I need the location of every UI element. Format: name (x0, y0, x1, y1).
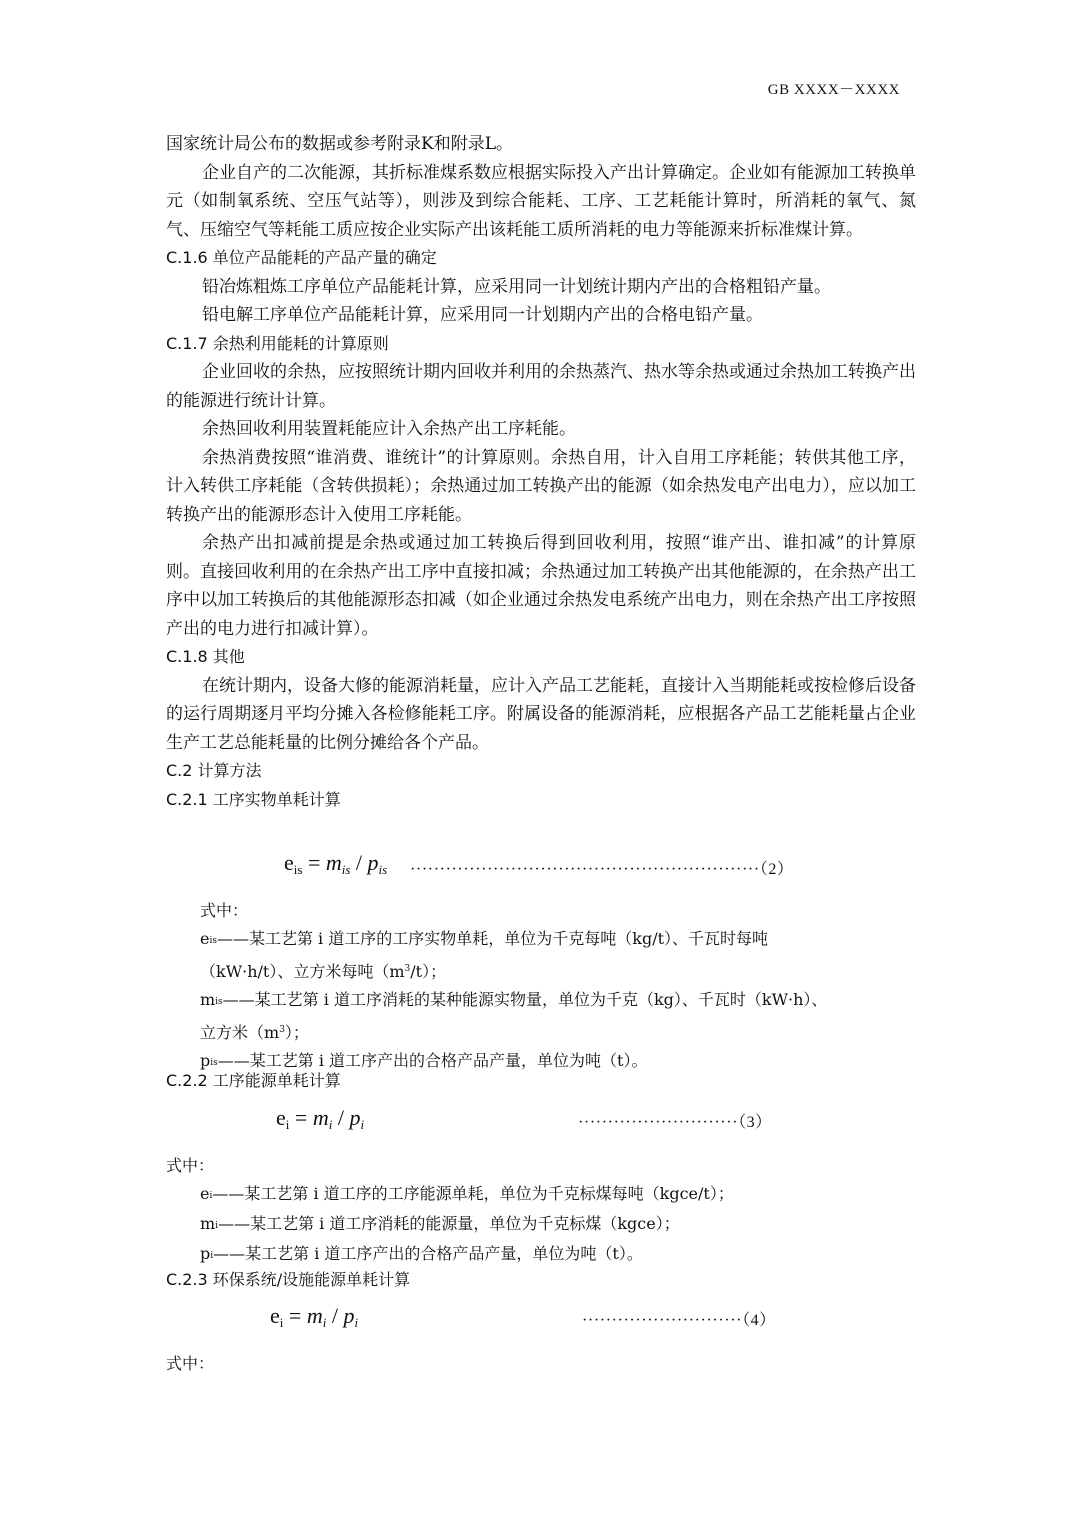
equation-3-number: （3） (738, 1114, 772, 1131)
c21-var-mis-cont: 立方米$(m^3)$； (200, 1023, 309, 1042)
equation-3-leader: ···························（3） (578, 1114, 772, 1131)
c21-var-eis: eis——某工艺第 i 道工序的工序实物单耗，单位为千克每吨（kg/t）、千瓦时每吨 (200, 929, 769, 948)
heading-c18: C.1.8 其他 (166, 647, 245, 666)
heading-c2: C.2 计算方法 (166, 761, 262, 780)
equation-4: ei = mi / pi (270, 1303, 359, 1330)
equation-3: ei = mi / pi (276, 1105, 365, 1132)
equation-2-number: （2） (759, 861, 794, 878)
c21-var-eis-cont: （kW·h/t）、立方米每吨$(m^3/t)$； (200, 962, 447, 981)
equation-4-number: （4） (742, 1312, 776, 1329)
heading-c23: C.2.3 环保系统/设施能源单耗计算 (166, 1270, 411, 1289)
equation-2-leader: ···························································（2） (410, 861, 794, 878)
c22-heading-block (166, 1067, 916, 1096)
c21-where-block (200, 897, 920, 1077)
c22-where-block (166, 1152, 916, 1270)
c17-paragraph-4: 余热产出扣减前提是余热或通过加工转换后得到回收利用，按照“谁产出、谁扣减”的计算原则。直接回收利用的在余热产出工序中直接扣减；余热通过加工转换产出其他能源的，在余热产出工序中以加工转换后的其他能源形态扣减（如企业通过余热发电系统产出电力，则在余热产出工序按照产出的电力进行扣减计算）。 (166, 533, 916, 639)
c21-where-label: 式中： (200, 901, 249, 920)
c22-var-pi: pi——某工艺第 i 道工序产出的合格产品产量，单位为吨（t）。 (200, 1244, 643, 1263)
heading-c21: C.2.1 工序实物单耗计算 (166, 789, 341, 809)
equation-2: eis = mis / pis (284, 850, 388, 877)
c17-paragraph-3: 余热消费按照“谁消费、谁统计”的计算原则。余热自用，计入自用工序耗能；转供其他工序，计入转供工序耗能（含转供损耗）；余热通过加工转换产出的能源（如余热发电产出电力），应以加工转换产出的能源形态计入使用工序耗能。 (166, 447, 916, 525)
intro-line: 国家统计局公布的数据或参考附录K和附录L。 (166, 134, 513, 154)
c23-where-block (166, 1350, 916, 1378)
c17-paragraph-2: 余热回收利用装置耗能应计入余热产出工序耗能。 (202, 419, 576, 439)
body-section-1 (166, 130, 916, 814)
c16-paragraph-1: 铅冶炼粗炼工序单位产品能耗计算，应采用同一计划统计期内产出的合格粗铅产量。 (202, 276, 831, 297)
c22-var-ei: ei——某工艺第 i 道工序的工序能源单耗，单位为千克标煤每吨（kgce/t）； (200, 1184, 734, 1203)
c22-where-label: 式中： (166, 1156, 215, 1175)
equation-4-leader: ···························（4） (582, 1312, 776, 1329)
c21-var-mis: mis——某工艺第 i 道工序消耗的某种能源实物量，单位为千克（kg）、千瓦时（kW·h）、 (200, 990, 828, 1009)
document-number: GB XXXX－XXXX (767, 82, 900, 98)
c21-var-pis: pis——某工艺第 i 道工序产出的合格产品产量，单位为吨（t）。 (200, 1051, 648, 1070)
c16-paragraph-2: 铅电解工序单位产品能耗计算，应采用同一计划期内产出的合格电铅产量。 (202, 305, 763, 325)
c17-paragraph-1: 企业回收的余热，应按照统计期内回收并利用的余热蒸汽、热水等余热或通过余热加工转换产出的能源进行统计计算。 (166, 362, 916, 411)
heading-c22: C.2.2 工序能源单耗计算 (166, 1071, 341, 1090)
heading-c16: C.1.6 单位产品能耗的产品产量的确定 (166, 248, 437, 267)
c18-paragraph-1: 在统计期内，设备大修的能源消耗量，应计入产品工艺能耗，直接计入当期能耗或按检修后设备的运行周期逐月平均分摊入各检修能耗工序。附属设备的能源消耗，应根据各产品工艺能耗量占企业生产工艺总能耗量的比例分摊给各个产品。 (166, 675, 916, 753)
c23-heading-block (166, 1266, 916, 1295)
c23-where-label: 式中： (166, 1354, 215, 1373)
heading-c17: C.1.7 余热利用能耗的计算原则 (166, 333, 389, 353)
intro-paragraph: 企业自产的二次能源，其折标准煤系数应根据实际投入产出计算确定。企业如有能源加工转换单元（如制氧系统、空压气站等），则涉及到综合能耗、工序、工艺耗能计算时，所消耗的氧气、氮气、压缩空气等耗能工质应按企业实际产出该耗能工质所消耗的电力等能源来折标准煤计算。 (166, 162, 916, 240)
c22-var-mi: mi——某工艺第 i 道工序消耗的能源量，单位为千克标煤（kgce）； (200, 1214, 680, 1233)
